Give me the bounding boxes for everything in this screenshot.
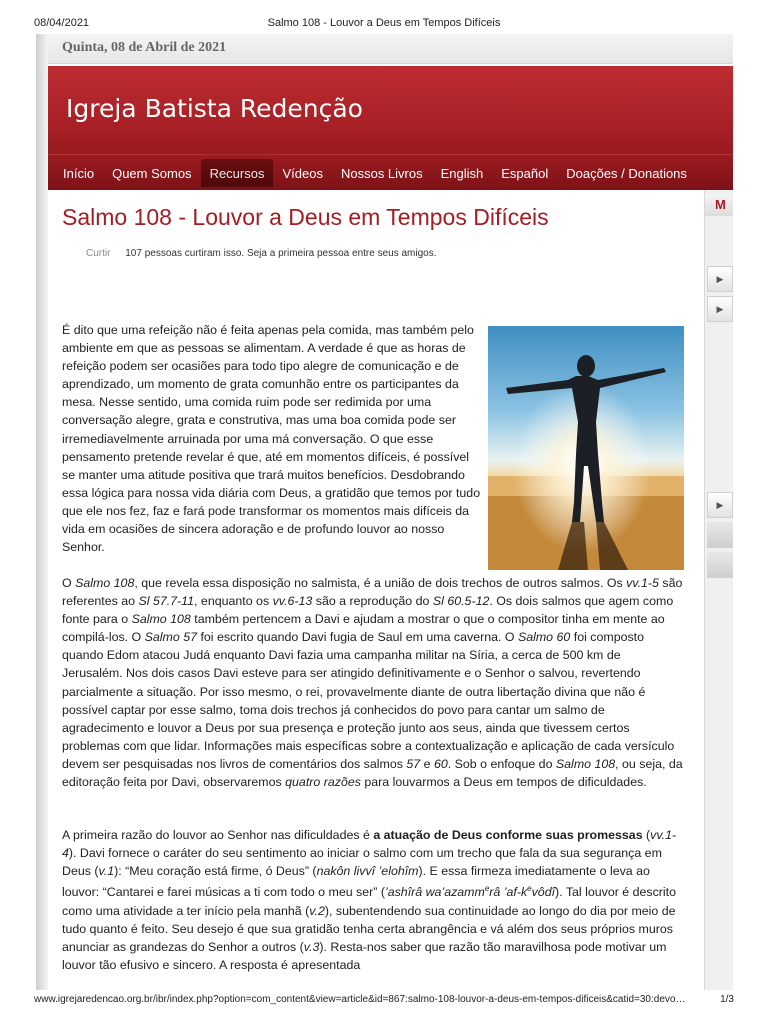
current-date: Quinta, 08 de Abril de 2021: [62, 40, 227, 55]
page-frame: [36, 34, 733, 990]
nav-item-english[interactable]: English: [440, 165, 484, 181]
print-footer: [0, 992, 768, 1024]
sidebar-expand-arrow-icon[interactable]: ▶: [707, 296, 733, 322]
print-header: [0, 0, 768, 32]
nav-item-quem-somos[interactable]: Quem Somos: [112, 165, 192, 181]
sidebar-band: [707, 552, 733, 578]
nav-item-recursos[interactable]: Recursos: [201, 159, 274, 187]
article-content: [48, 190, 705, 990]
article-paragraph-2: O Salmo 108, que revela essa disposição no salmista, é a união de dois trechos de outros salmos. Os vv.1-5 são referentes ao Sl 57.7-11, enquanto os vv.6-13 são a reprodução do Sl 60.5-12. Os dois salmos que agem como fonte para o Salmo 108 também pertencem a Davi e ajudam a mostrar o que o compositor tinha em mente ao compilá-los. O Salmo 57 foi escrito quando Davi fugia de Saul em uma caverna. O Salmo 60 foi composto quando Edom atacou Judá enquanto Davi fazia uma campanha militar na Síria, a cerca de 500 km de Jerusalém. Nos dois casos Davi esteve para ser atingido definitivamente e o Senhor o salvou, revertendo parcialmente a situação. Por isso mesmo, o rei, provavelmente diante de outra libertação divina que não é possível captar por esse salmo, toma dois trechos já conhecidos do povo para cantar um salmo de agradecimento e louvor a Deus por sua presença e proteção junto aos seus, ainda que tivessem certos problemas com que lidar. Informações mais específicas sobre a contextualização e aplicação de cada versículo devem ser pesquisadas nos livros de comentários dos salmos 57 e 60. Sob o enfoque do Salmo 108, ou seja, da editoração feita por Davi, observaremos quatro razões para louvarmos a Deus em tempos de dificuldades.: [62, 576, 683, 790]
article-title[interactable]: Salmo 108 - Louvor a Deus em Tempos Difíceis: [62, 204, 549, 230]
print-url: www.igrejaredencao.org.br/ibr/index.php?option=com_content&view=article&id=867:salmo-108-louvor-a-deus-em-tempos-dificeis&catid=30:devo…: [34, 994, 686, 1005]
fb-like-count: 107 pessoas curtiram isso. Seja a primeira pessoa entre seus amigos.: [125, 248, 437, 259]
sidebar-heading: M: [705, 194, 733, 216]
article-paragraph-1: É dito que uma refeição não é feita apenas pela comida, mas também pelo ambiente em que as pessoas se alimentam. A verdade é que as horas de refeição podem ser ocasiões para todo tipo alegre de comunicação e de aprendizado, um momento de grata comunhão entre os participantes da mesa. Nesse sentido, uma comida ruim pode ser redimida por uma conversação alegre, grata e construtiva, mas uma boa comida pode ser irremediavelmente arruinada por uma má conversação. O que esse pensamento pretende revelar é que, até em momentos difíceis, é possível se manter uma atitude positiva que trará muitos benefícios. Desdobrando essa lógica para nossa vida diária com Deus, a gratidão que temos por tudo que ele nos fez, faz e fará pode transformar os momentos mais difíceis da vida em ocasiões de sincera adoração e de profundo louvor ao nosso Senhor.: [62, 323, 481, 555]
article-photo: [488, 326, 684, 570]
fb-like-button[interactable]: Curtir: [86, 248, 111, 259]
date-bar: [48, 34, 733, 64]
right-sidebar: [705, 190, 733, 990]
article-paragraph-3: A primeira razão do louvor ao Senhor nas dificuldades é a atuação de Deus conforme suas promessas (vv.1-4). Davi fornece o caráter do seu sentimento ao iniciar o salmo com um trecho que fala da sua segurança em Deus (v.1): “Meu coração está firme, ó Deus” (nakôn livvî ’elohîm). E essa firmeza imediatamente o leva ao louvor: “Cantarei e farei músicas a ti com todo o meu ser” (’ashîrâ wa’azamm$^e$râ $’af-k^evôdî$). Tal louvor é descrito como uma atividade a ter início pela manhã (v.2), subentendendo sua continuidade ao longo do dia por meio de tudo quanto é feito. Seu desejo é que sua gratidão tenha certa abrangência e vá além dos seus próprios muros anunciar as grandezas do Senhor a outros (v.3). Resta-nos saber que razão tão maravilhosa pode motivar um louvor tão efusivo e sincero. A resposta é apresentada: [62, 828, 677, 972]
site-title[interactable]: Igreja Batista Redenção: [66, 94, 363, 123]
print-page-number: 1/3: [720, 994, 734, 1005]
nav-item-nossos-livros[interactable]: Nossos Livros: [340, 165, 423, 181]
print-date: 08/04/2021: [34, 17, 90, 29]
facebook-like-box: [86, 248, 437, 259]
person-silhouette-image: [488, 326, 684, 570]
sidebar-band: [707, 522, 733, 548]
left-shadow: [36, 34, 48, 990]
nav-item-espanol[interactable]: Español: [501, 165, 549, 181]
sidebar-expand-arrow-icon[interactable]: ▶: [707, 266, 733, 292]
nav-item-inicio[interactable]: Início: [63, 165, 95, 181]
nav-item-videos[interactable]: Vídeos: [282, 165, 323, 181]
nav-item-doacoes[interactable]: Doações / Donations: [566, 165, 687, 181]
main-nav: [48, 154, 733, 190]
sidebar-expand-arrow-icon[interactable]: ▶: [707, 492, 733, 518]
print-title: Salmo 108 - Louvor a Deus em Tempos Difíceis: [267, 17, 501, 29]
